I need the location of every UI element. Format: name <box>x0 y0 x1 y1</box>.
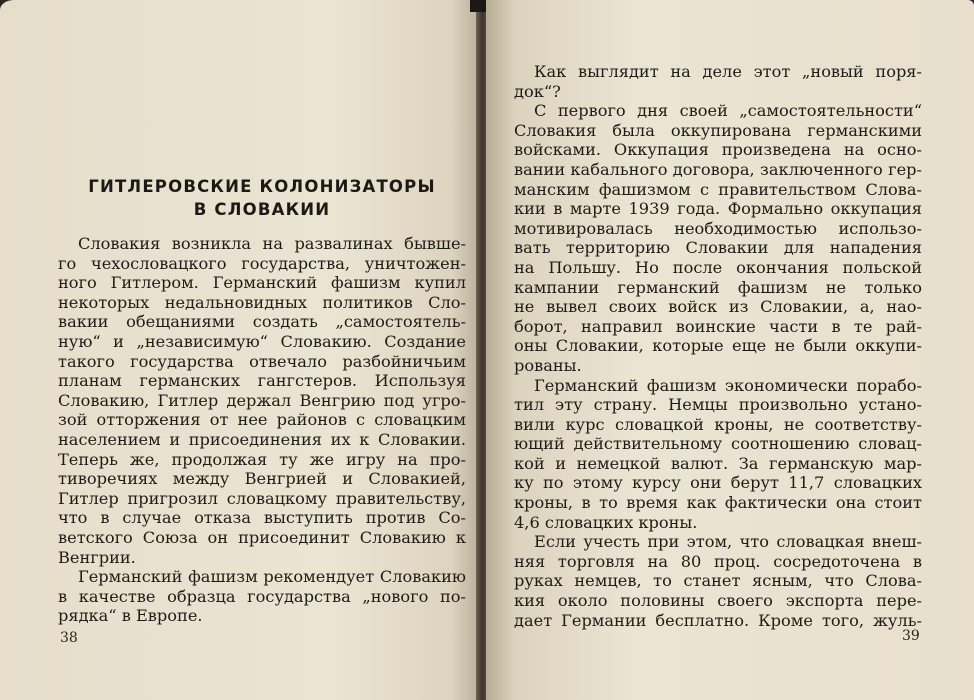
text-line: вакии обещаниями создать „самостоятель- <box>58 312 466 332</box>
text-line: борот, направил воинские части в те рай- <box>514 316 922 336</box>
text-line: кроны, в то время как фактически она стоит <box>514 493 922 513</box>
text-line: Как выглядит на деле этот „новый поря- <box>534 62 922 81</box>
text-line: что в случае отказа выступить против Со- <box>58 508 466 528</box>
text-line: руках немцев, то станет ясным, что Слова- <box>514 571 922 591</box>
left-page-body <box>58 234 466 626</box>
text-line: тиворечиях между Венгрией и Словакией, <box>58 469 466 489</box>
text-line: планам германских гангстеров. Используя <box>58 371 466 391</box>
text-line: на Польшу. Но после окончания польской <box>514 257 922 277</box>
chapter-heading-line-2: В СЛОВАКИИ <box>193 200 331 219</box>
text-line: кии в марте 1939 года. Формально оккупация <box>514 199 922 219</box>
text-line: Теперь же, продолжая ту же игру на про- <box>58 449 466 469</box>
text-line: ветского Союза он присоединит Словакию к <box>58 527 466 547</box>
text-line: дает Германии бесплатно. Кроме того, жуль- <box>514 610 922 630</box>
text-line: такого государства отвечало разбойничьим <box>58 351 466 371</box>
text-line: док“? <box>514 81 561 101</box>
text-line: Венгрии. <box>58 547 136 567</box>
text-line: рованы. <box>514 355 582 375</box>
text-line: кия около половины своего экспорта пере- <box>514 591 922 611</box>
text-line: Словакию, Гитлер держал Венгрию под угро- <box>58 390 466 410</box>
text-line: кой и немецкой валют. За германскую мар- <box>514 453 922 473</box>
text-line: некоторых недальновидных политиков Сло- <box>58 292 466 312</box>
text-line: оны Словакии, которые еще не были оккупи- <box>514 336 922 356</box>
text-line: 4,6 словацких кроны. <box>514 512 698 532</box>
text-line: мотивировалась необходимостью использо- <box>514 218 922 238</box>
text-line: войсками. Оккупация произведена на осно- <box>514 140 922 160</box>
text-line: ющий действительному соотношению словац- <box>514 434 922 454</box>
text-line: Гитлер пригрозил словацкому правительству, <box>58 488 466 508</box>
text-line: няя торговля на 80 проц. сосредоточена в <box>514 551 922 571</box>
text-line: Если учесть при этом, что словацкая внеш- <box>534 532 922 552</box>
text-line: ку по этому курсу они берут 11,7 словацких <box>514 473 922 493</box>
text-line: зой отторжения от нее районов с словацким <box>58 410 466 430</box>
page-number-right: 39 <box>902 628 920 644</box>
text-line: Германский фашизм экономически порабо- <box>534 375 922 395</box>
text-line: кампании германский фашизм не только <box>514 277 922 297</box>
text-line: С первого дня своей „самостоятельности“ <box>534 101 922 121</box>
right-page-body <box>514 62 922 630</box>
text-line: манским фашизмом с правительством Слова- <box>514 179 922 199</box>
text-line: тил эту страну. Немцы произвольно устано- <box>514 395 922 415</box>
text-line: Германский фашизм рекомендует Словакию <box>78 567 466 587</box>
text-line: вать территорию Словакии для нападения <box>514 238 922 258</box>
page-number-left: 38 <box>60 630 78 646</box>
text-line: населением и присоединения их к Словакии. <box>58 429 466 449</box>
chapter-heading-line-1: ГИТЛЕРОВСКИЕ КОЛОНИЗАТОРЫ <box>88 177 436 196</box>
text-line: вили курс словацкой кроны, не соответству- <box>514 414 922 434</box>
text-line: ную“ и „независимую“ Словакию. Создание <box>58 331 466 351</box>
text-line: Словакия была оккупирована германскими <box>514 120 922 140</box>
left-page <box>0 0 480 700</box>
text-line: го чехословацкого государства, уничтожен- <box>58 253 466 273</box>
text-line: вании кабального договора, заключенного гер- <box>514 159 922 179</box>
text-line: в качестве образца государства „нового по- <box>58 586 466 606</box>
text-line: ного Гитлером. Германский фашизм купил <box>58 273 466 293</box>
text-line: не вывел своих войск из Словакии, а, нао- <box>514 297 922 317</box>
text-line: Словакия возникла на развалинах бывше- <box>78 234 466 253</box>
text-line: рядка“ в Европе. <box>58 606 203 626</box>
